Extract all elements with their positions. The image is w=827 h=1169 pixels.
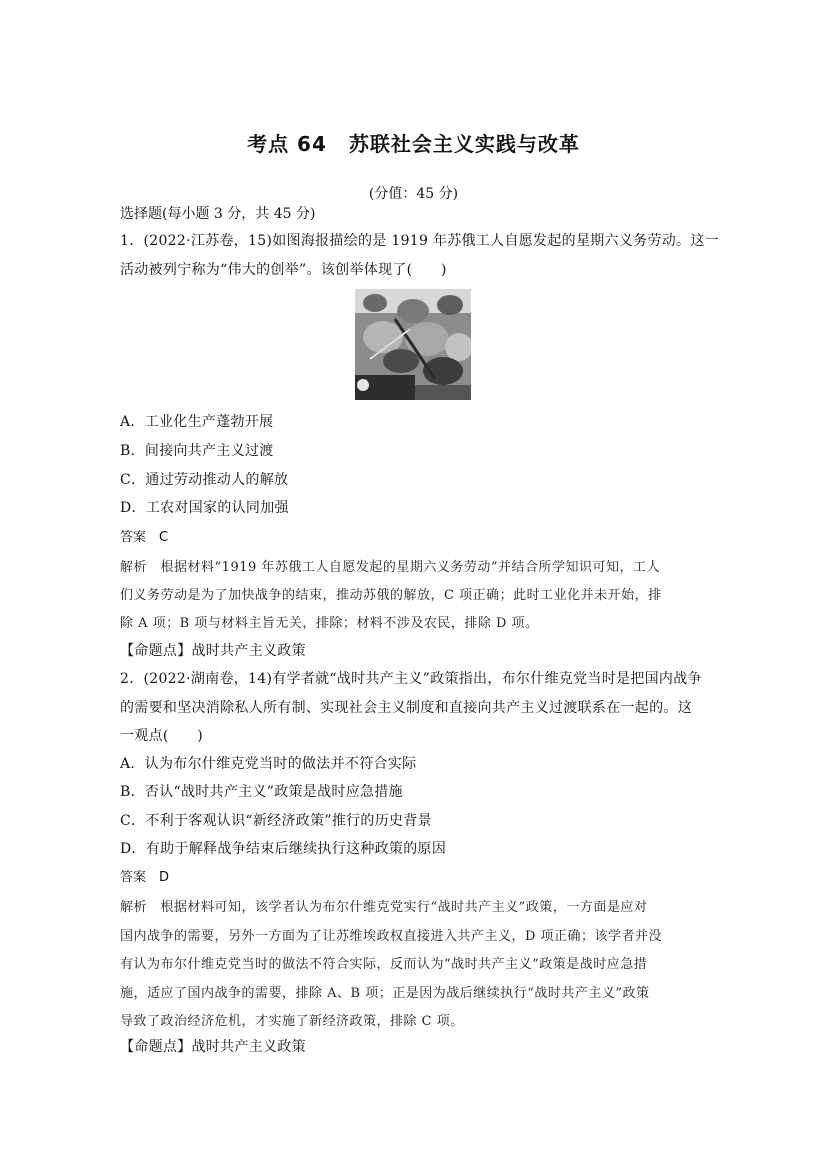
q2-option-d: D．有助于解释战争结束后继续执行这种政策的原因 xyxy=(120,841,447,857)
title-topic: 苏联社会主义实践与改革 xyxy=(348,132,580,156)
q2-answer xyxy=(120,866,720,885)
q1-option-b: B．间接向共产主义过渡 xyxy=(120,443,274,459)
q1-answer xyxy=(120,526,720,545)
q2-option-a: A．认为布尔什维克党当时的做法并不符合实际 xyxy=(120,756,417,772)
q1-analysis-text1: 根据材料“1919 年苏俄工人自愿发起的星期六义务劳动”并结合所学知识可知，工人 xyxy=(160,560,661,575)
q2-analysis-line4: 施，适应了国内战争的需要，排除 A、B 项；正是因为战后继续执行“战时共产主义”政策 xyxy=(120,986,650,1001)
q2-analysis-line3: 有认为布尔什维克党当时的做法不符合实际，反而认为“战时共产主义”政策是战时应急措 xyxy=(120,957,648,972)
q2-stem-line3: 一观点( ) xyxy=(120,728,204,744)
q2-analysis-line2: 国内战争的需要，另外一方面为了让苏维埃政权直接进入共产主义，D 项正确；该学者并没 xyxy=(120,929,663,944)
q1-stem-line2: 活动被列宁称为“伟大的创举”。该创举体现了( ) xyxy=(120,262,447,278)
q2-stem-line2: 的需要和坚决消除私人所有制、实现社会主义制度和直接向共产主义过渡联系在一起的。这 xyxy=(120,700,692,716)
poster-image xyxy=(355,289,471,400)
q1-analysis-line2: 们义务劳动是为了加快战争的结束，推动苏俄的解放，C 项正确；此时工业化并未开始，排 xyxy=(120,588,662,603)
q2-stem-line1: 2．(2022·湖南卷，14)有学者就“战时共产主义”政策指出，布尔什维克党当时是把国内战争 xyxy=(120,671,702,687)
q1-analysis-line3: 除 A 项；B 项与材料主旨无关，排除；材料不涉及农民，排除 D 项。 xyxy=(120,616,539,631)
section-heading: 选择题(每小题 3 分，共 45 分) xyxy=(120,206,316,222)
q1-analysis-label: 解析 xyxy=(120,560,148,575)
page-title xyxy=(0,128,827,157)
q2-analysis-text1: 根据材料可知，该学者认为布尔什维克党实行“战时共产主义”政策，一方面是应对 xyxy=(160,900,648,915)
q1-option-a: A．工业化生产蓬勃开展 xyxy=(120,414,274,430)
q2-answer-label: 答案 xyxy=(120,870,147,885)
q1-answer-label: 答案 xyxy=(120,530,147,545)
q1-analysis-line1 xyxy=(120,556,720,575)
title-prefix: 考点 64 xyxy=(247,132,327,156)
q2-option-c: C．不利于客观认识“新经济政策”推行的历史背景 xyxy=(120,813,432,829)
q1-option-d: D．工农对国家的认同加强 xyxy=(120,500,289,516)
q2-analysis-label: 解析 xyxy=(120,900,148,915)
q1-point: 【命题点】战时共产主义政策 xyxy=(120,643,306,659)
q1-answer-value: C xyxy=(159,530,169,545)
q1-option-c: C．通过劳动推动人的解放 xyxy=(120,472,289,488)
score-note: (分值：45 分) xyxy=(368,186,459,202)
q2-option-b: B．否认“战时共产主义”政策是战时应急措施 xyxy=(120,784,403,800)
q2-answer-value: D xyxy=(159,870,170,885)
q2-analysis-line1 xyxy=(120,896,720,915)
q2-point: 【命题点】战时共产主义政策 xyxy=(120,1039,306,1055)
q1-stem-line1: 1．(2022·江苏卷，15)如图海报描绘的是 1919 年苏俄工人自愿发起的星期六义务劳动。这一 xyxy=(120,233,719,249)
q2-analysis-line5: 导致了政治经济危机，才实施了新经济政策，排除 C 项。 xyxy=(120,1014,464,1029)
